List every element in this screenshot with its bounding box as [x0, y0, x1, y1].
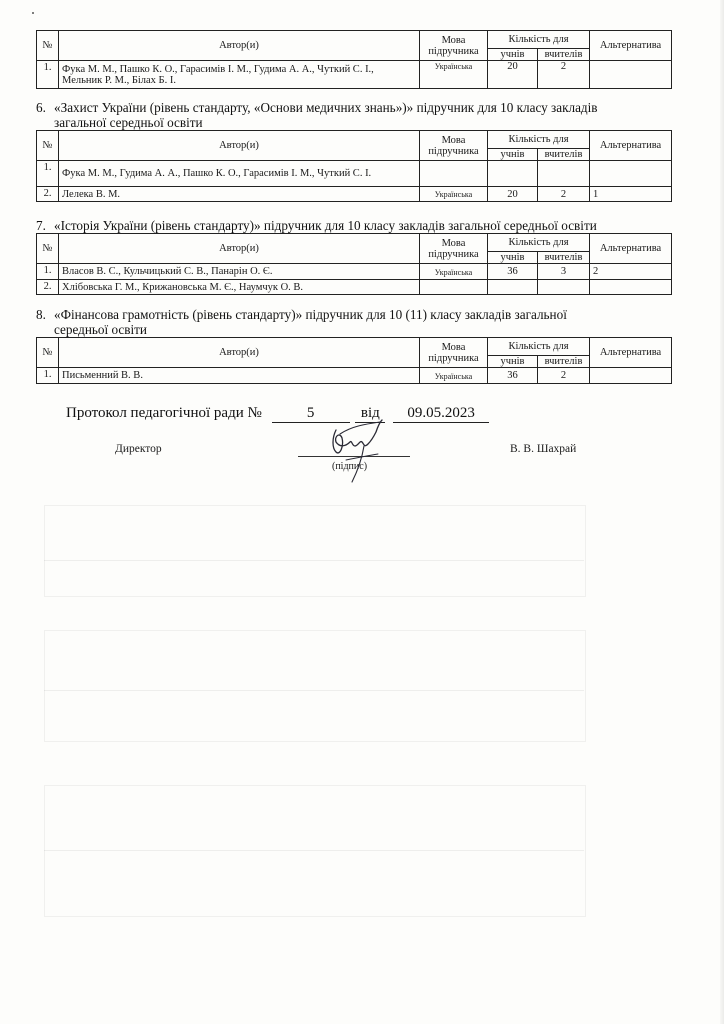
col-header-lang: Мова підручника — [420, 338, 488, 368]
table-row — [37, 368, 672, 384]
col-header-count: Кількість для — [488, 31, 590, 49]
row-students — [488, 161, 538, 187]
row-language: Українська — [420, 187, 488, 202]
row-teachers — [538, 280, 590, 295]
row-alternative: 2 — [590, 264, 672, 280]
textbook-table-top — [36, 30, 672, 89]
section-number: 7. — [36, 218, 46, 233]
table-row — [37, 161, 672, 187]
section-title-line2: загальної середньої освіти — [54, 115, 203, 130]
protocol-from-label: від — [355, 405, 385, 423]
signature-caption: (підпис) — [332, 461, 368, 472]
row-authors: Власов В. С., Кульчицький С. В., Панарін О. Є. — [59, 264, 420, 280]
col-header-num: № — [37, 31, 59, 61]
row-authors: Фука М. М., Пашко К. О., Гарасимів І. М., Гудима А. А., Чуткий С. І., Мельник Р. М., Білах Б. І. — [59, 61, 420, 89]
col-header-num: № — [37, 234, 59, 264]
row-index: 2. — [37, 187, 59, 202]
col-header-lang: Мова підручника — [420, 234, 488, 264]
row-language — [420, 280, 488, 295]
protocol-label: Протокол педагогічної ради № — [66, 405, 262, 421]
row-index: 1. — [37, 61, 59, 89]
col-header-lang: Мова підручника — [420, 31, 488, 61]
bleed-through-ghost — [44, 630, 586, 742]
row-alternative — [590, 161, 672, 187]
row-authors: Хлібовська Г. М., Крижановська М. Є., Наумчук О. В. — [59, 280, 420, 295]
row-alternative — [590, 61, 672, 89]
row-index: 1. — [37, 161, 59, 187]
col-header-students: учнів — [488, 252, 538, 264]
row-students: 20 — [488, 187, 538, 202]
row-teachers — [538, 161, 590, 187]
row-alternative: 1 — [590, 187, 672, 202]
section-title-line1: «Захист України (рівень стандарту, «Основи медичних знань»)» підручник для 10 класу закладів — [54, 100, 598, 115]
col-header-students: учнів — [488, 356, 538, 368]
section-number: 6. — [36, 100, 46, 115]
table-row — [37, 187, 672, 202]
section-title-line2: середньої освіти — [54, 322, 147, 337]
row-teachers: 2 — [538, 61, 590, 89]
row-students — [488, 280, 538, 295]
section-number: 8. — [36, 307, 46, 322]
scan-dot — [32, 12, 34, 14]
row-language: Українська — [420, 368, 488, 384]
row-students: 36 — [488, 368, 538, 384]
col-header-teachers: вчителів — [538, 356, 590, 368]
row-teachers: 2 — [538, 368, 590, 384]
director-label: Директор — [115, 443, 162, 455]
col-header-alt: Альтернатива — [590, 338, 672, 368]
row-language: Українська — [420, 264, 488, 280]
bleed-through-ghost — [44, 785, 586, 917]
row-authors: Фука М. М., Гудима А. А., Пашко К. О., Гарасимів І. М., Чуткий С. І. — [59, 161, 420, 187]
protocol-date: 09.05.2023 — [393, 405, 489, 423]
row-index: 2. — [37, 280, 59, 295]
section-title-line1: «Історія України (рівень стандарту)» підручник для 10 класу закладів загальної середньої освіти — [54, 218, 597, 233]
handwritten-signature-icon — [322, 412, 388, 484]
row-authors: Письменний В. В. — [59, 368, 420, 384]
col-header-students: учнів — [488, 49, 538, 61]
protocol-number: 5 — [272, 405, 350, 423]
textbook-table-8 — [36, 337, 672, 384]
col-header-teachers: вчителів — [538, 252, 590, 264]
table-row — [37, 61, 672, 89]
row-teachers: 2 — [538, 187, 590, 202]
col-header-teachers: вчителів — [538, 49, 590, 61]
protocol-line — [66, 405, 489, 423]
col-header-lang: Мова підручника — [420, 131, 488, 161]
row-teachers: 3 — [538, 264, 590, 280]
textbook-table-6 — [36, 130, 672, 202]
scan-edge-shadow — [720, 0, 724, 1024]
row-index: 1. — [37, 368, 59, 384]
col-header-author: Автор(и) — [59, 338, 420, 368]
col-header-author: Автор(и) — [59, 131, 420, 161]
col-header-num: № — [37, 338, 59, 368]
table-row — [37, 280, 672, 295]
col-header-author: Автор(и) — [59, 234, 420, 264]
row-alternative — [590, 280, 672, 295]
table-row — [37, 264, 672, 280]
bleed-through-line — [44, 690, 584, 691]
col-header-count: Кількість для — [488, 234, 590, 252]
col-header-author: Автор(и) — [59, 31, 420, 61]
row-alternative — [590, 368, 672, 384]
col-header-teachers: вчителів — [538, 149, 590, 161]
row-students: 36 — [488, 264, 538, 280]
row-students: 20 — [488, 61, 538, 89]
director-name: В. В. Шахрай — [510, 443, 577, 455]
col-header-alt: Альтернатива — [590, 131, 672, 161]
col-header-count: Кількість для — [488, 338, 590, 356]
col-header-alt: Альтернатива — [590, 234, 672, 264]
row-authors: Лелека В. М. — [59, 187, 420, 202]
section-title-7 — [36, 218, 676, 233]
row-index: 1. — [37, 264, 59, 280]
bleed-through-line — [44, 560, 584, 561]
col-header-alt: Альтернатива — [590, 31, 672, 61]
row-language — [420, 161, 488, 187]
section-title-6 — [36, 100, 676, 130]
col-header-students: учнів — [488, 149, 538, 161]
bleed-through-ghost — [44, 505, 586, 597]
bleed-through-line — [44, 850, 584, 851]
section-title-line1: «Фінансова грамотність (рівень стандарту)» підручник для 10 (11) класу закладів загальної — [54, 307, 567, 322]
section-title-8 — [36, 307, 676, 337]
col-header-num: № — [37, 131, 59, 161]
col-header-count: Кількість для — [488, 131, 590, 149]
textbook-table-7 — [36, 233, 672, 295]
row-language: Українська — [420, 61, 488, 89]
